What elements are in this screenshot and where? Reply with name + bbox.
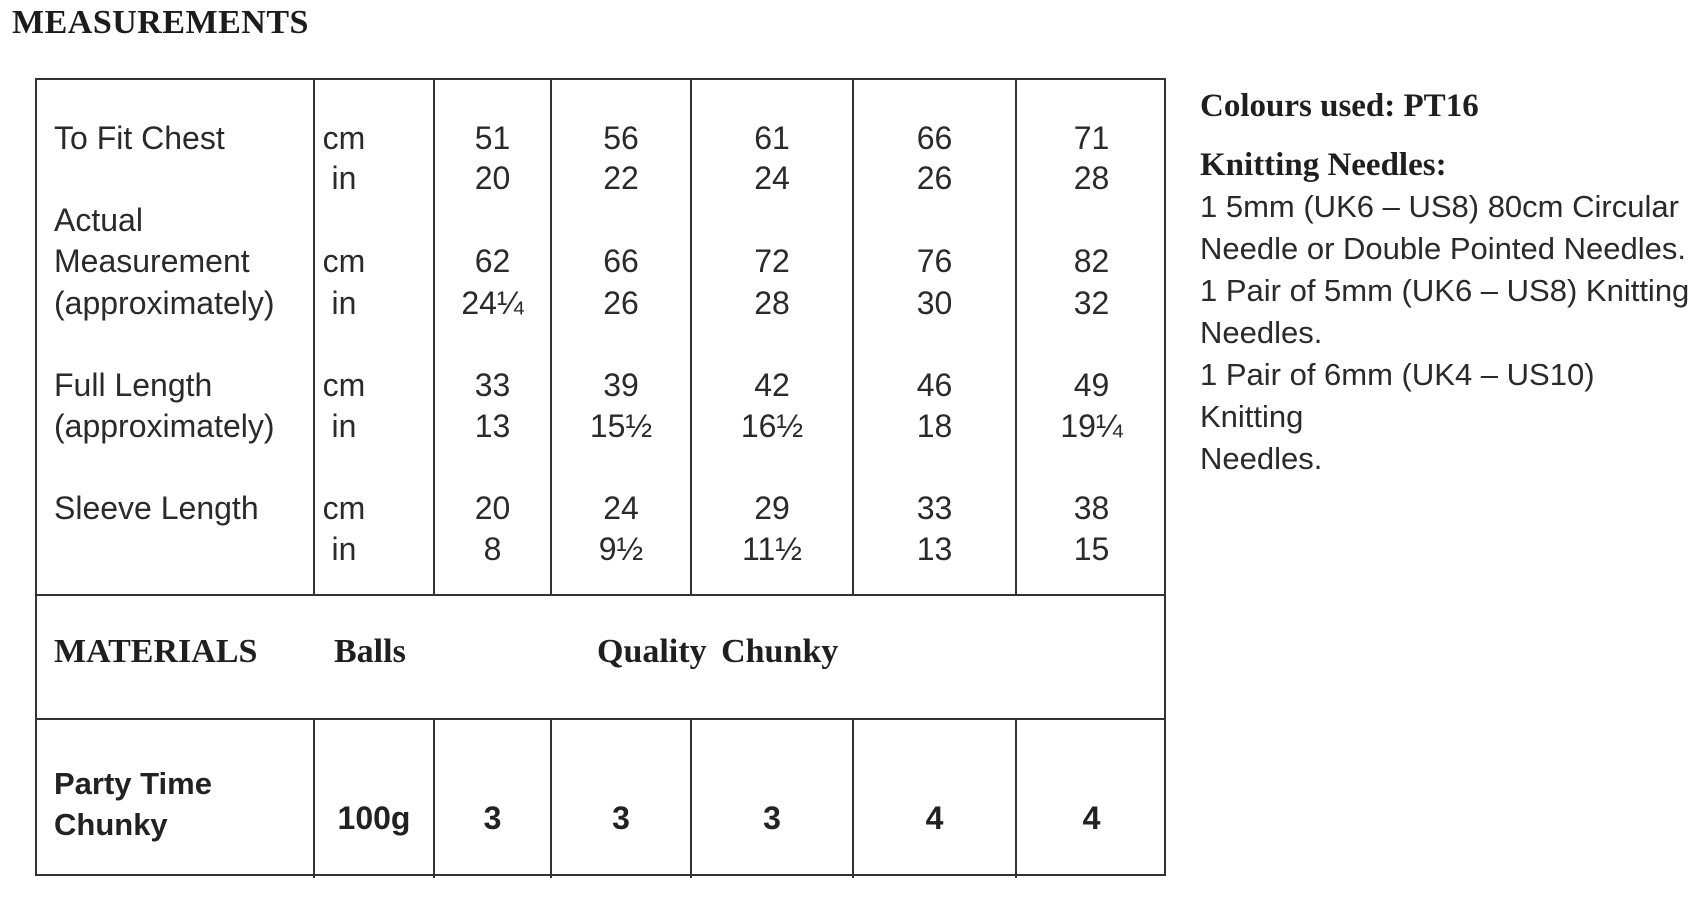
table-cell: 29 — [754, 490, 790, 526]
table-cell: 42 — [754, 367, 790, 403]
ball-count: 3 — [483, 800, 502, 836]
needles-line: Needle or Double Pointed Needles. — [1200, 231, 1686, 266]
table-cell: 38 — [1073, 490, 1110, 526]
table-cell: 20 — [474, 160, 511, 196]
quality-header: Quality Chunky — [597, 633, 839, 670]
needles-line: Needles. — [1200, 441, 1323, 476]
row-label: Measurement — [54, 243, 250, 279]
table-cell: 19¼ — [1060, 408, 1123, 444]
table-cell: 24 — [603, 490, 639, 526]
table-cell: 28 — [1073, 160, 1110, 196]
table-cell: 33 — [916, 490, 953, 526]
table-cell: 72 — [754, 243, 790, 279]
table-cell: 28 — [754, 285, 790, 321]
table-cell: 46 — [916, 367, 953, 403]
table-cell: 30 — [916, 285, 953, 321]
table-cell: 56 — [603, 120, 639, 156]
needles-line: 1 5mm (UK6 – US8) 80cm Circular — [1200, 189, 1679, 224]
unit-label: cm — [322, 120, 366, 156]
table-cell: 61 — [754, 120, 790, 156]
row-label: Full Length — [54, 367, 213, 403]
side-notes — [1200, 85, 1690, 480]
unit-label: in — [331, 408, 357, 444]
ball-count: 4 — [925, 800, 944, 836]
table-cell: 66 — [916, 120, 953, 156]
table-cell: 24¼ — [461, 285, 524, 321]
colours-used: Colours used: PT16 — [1200, 88, 1479, 124]
table-cell: 76 — [916, 243, 953, 279]
row-label: (approximately) — [54, 408, 275, 444]
ball-weight: 100g — [337, 800, 411, 836]
table-cell: 71 — [1073, 120, 1110, 156]
table-cell: 49 — [1073, 367, 1110, 403]
ball-count: 4 — [1082, 800, 1101, 836]
table-cell: 62 — [474, 243, 511, 279]
table-cell: 8 — [483, 531, 502, 567]
unit-label: cm — [322, 367, 366, 403]
table-cell: 15½ — [589, 408, 653, 444]
measurements-table — [35, 78, 1166, 876]
table-cell: 32 — [1073, 285, 1110, 321]
table-cell: 82 — [1073, 243, 1110, 279]
balls-header: Balls — [334, 633, 406, 670]
row-label: To Fit Chest — [54, 120, 225, 156]
row-label: Sleeve Length — [54, 490, 259, 526]
table-cell: 33 — [474, 367, 511, 403]
ball-count: 3 — [612, 800, 630, 836]
unit-label: cm — [322, 243, 366, 279]
table-cell: 11½ — [742, 531, 802, 567]
needles-line: Needles. — [1200, 315, 1323, 350]
table-cell: 18 — [916, 408, 953, 444]
unit-label: cm — [322, 490, 366, 526]
table-cell: 51 — [474, 120, 511, 156]
unit-label: in — [331, 531, 357, 567]
needles-line: 1 Pair of 5mm (UK6 – US8) Knitting — [1200, 273, 1690, 308]
table-cell: 13 — [474, 408, 511, 444]
table-cell: 66 — [603, 243, 639, 279]
yarn-name: Party Time — [54, 766, 212, 801]
divider — [37, 718, 1164, 720]
needles-line: 1 Pair of 6mm (UK4 – US10) Knitting — [1200, 357, 1595, 434]
table-cell: 16½ — [740, 408, 804, 444]
page-heading: MEASUREMENTS — [12, 4, 309, 41]
needles-heading: Knitting Needles: — [1200, 147, 1447, 183]
row-label: (approximately) — [54, 285, 275, 321]
table-cell: 9½ — [598, 531, 644, 567]
unit-label: in — [331, 285, 357, 321]
table-cell: 20 — [474, 490, 511, 526]
table-cell: 13 — [916, 531, 953, 567]
row-label: Actual — [54, 202, 143, 238]
materials-title: MATERIALS — [54, 633, 258, 670]
table-cell: 24 — [754, 160, 790, 196]
table-cell: 39 — [603, 367, 639, 403]
yarn-name: Chunky — [54, 807, 168, 842]
ball-count: 3 — [763, 800, 781, 836]
unit-label: in — [331, 160, 357, 196]
divider — [37, 594, 1164, 596]
table-cell: 22 — [603, 160, 639, 196]
table-cell: 26 — [603, 285, 639, 321]
table-cell: 15 — [1073, 531, 1110, 567]
table-cell: 26 — [916, 160, 953, 196]
